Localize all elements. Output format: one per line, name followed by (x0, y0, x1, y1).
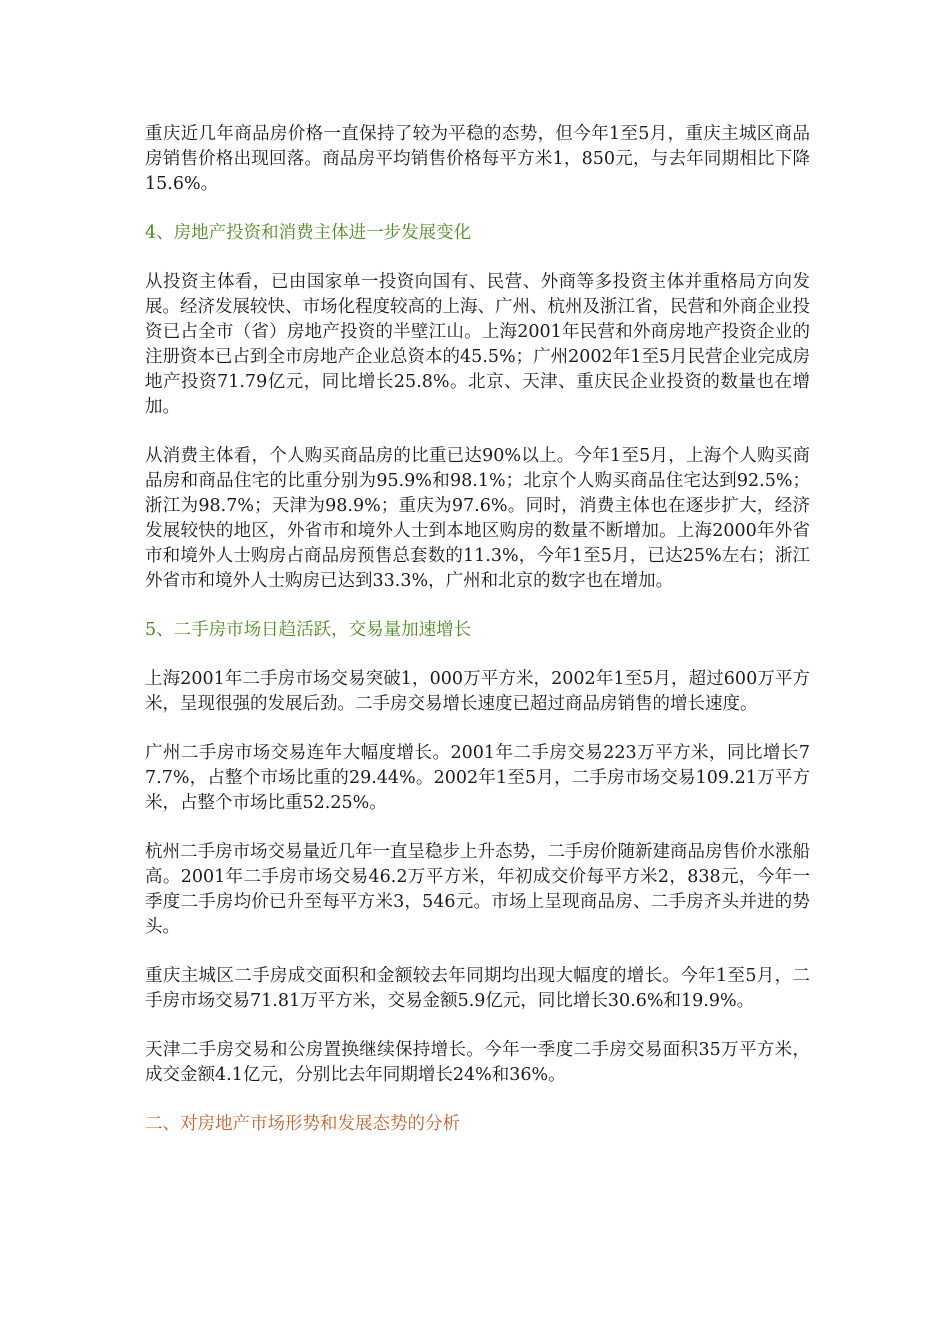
paragraph-chongqing-secondhand: 重庆主城区二手房成交面积和金额较去年同期均出现大幅度的增长。今年1至5月，二手房市场交易71.81万平方米，交易金额5.9亿元，同比增长30.6%和19.9%。 (145, 966, 810, 1011)
paragraph-guangzhou-secondhand: 广州二手房市场交易连年大幅度增长。2001年二手房交易223万平方米，同比增长77.7%，占整个市场比重的29.44%。2002年1至5月，二手房市场交易109.21万平方米，占整个市场比重52.25%。 (145, 743, 810, 813)
paragraph-hangzhou-secondhand: 杭州二手房市场交易量近几年一直呈稳步上升态势，二手房价随新建商品房售价水涨船高。2001年二手房市场交易46.2万平方米，年初成交价每平方米2，838元，今年一季度二手房均价已升至每平方米3，546元。市场上呈现商品房、二手房齐头并进的势头。 (145, 842, 810, 937)
paragraph-consumption-subject: 从消费主体看，个人购买商品房的比重已达90%以上。今年1至5月，上海个人购买商品房和商品住宅的比重分别为95.9%和98.1%；北京个人购买商品住宅达到92.5%；浙江为98.7%；天津为98.9%；重庆为97.6%。同时，消费主体也在逐步扩大，经济发展较快的地区，外省市和境外人士到本地区购房的数量不断增加。上海2000年外省市和境外人士购房占商品房预售总套数的11.3%，今年1至5月，已达25%左右；浙江外省市和境外人士购房已达到33.3%，广州和北京的数字也在增加。 (145, 446, 810, 591)
document-page (145, 122, 810, 1161)
heading-section-4: 4、房地产投资和消费主体进一步发展变化 (145, 223, 472, 243)
paragraph-chongqing-price: 重庆近几年商品房价格一直保持了较为平稳的态势，但今年1至5月，重庆主城区商品房销售价格出现回落。商品房平均销售价格每平方米1，850元，与去年同期相比下降15.6%。 (145, 124, 810, 194)
paragraph-investment-subject: 从投资主体看，已由国家单一投资向国有、民营、外商等多投资主体并重格局方向发展。经济发展较快、市场化程度较高的上海、广州、杭州及浙江省，民营和外商企业投资已占全市（省）房地产投资的半壁江山。上海2001年民营和外商房地产投资企业的注册资本已占到全市房地产企业总资本的45.5%；广州2002年1至5月民营企业完成房地产投资71.79亿元，同比增长25.8%。北京、天津、重庆民企业投资的数量也在增加。 (145, 272, 810, 417)
heading-section-5: 5、二手房市场日趋活跃，交易量加速增长 (145, 620, 472, 640)
paragraph-tianjin-secondhand: 天津二手房交易和公房置换继续保持增长。今年一季度二手房交易面积35万平方米，成交金额4.1亿元，分别比去年同期增长24%和36%。 (145, 1040, 810, 1085)
paragraph-shanghai-secondhand: 上海2001年二手房市场交易突破1，000万平方米，2002年1至5月，超过600万平方米，呈现很强的发展后劲。二手房交易增长速度已超过商品房销售的增长速度。 (145, 669, 810, 714)
heading-part-2: 二、对房地产市场形势和发展态势的分析 (145, 1114, 460, 1134)
